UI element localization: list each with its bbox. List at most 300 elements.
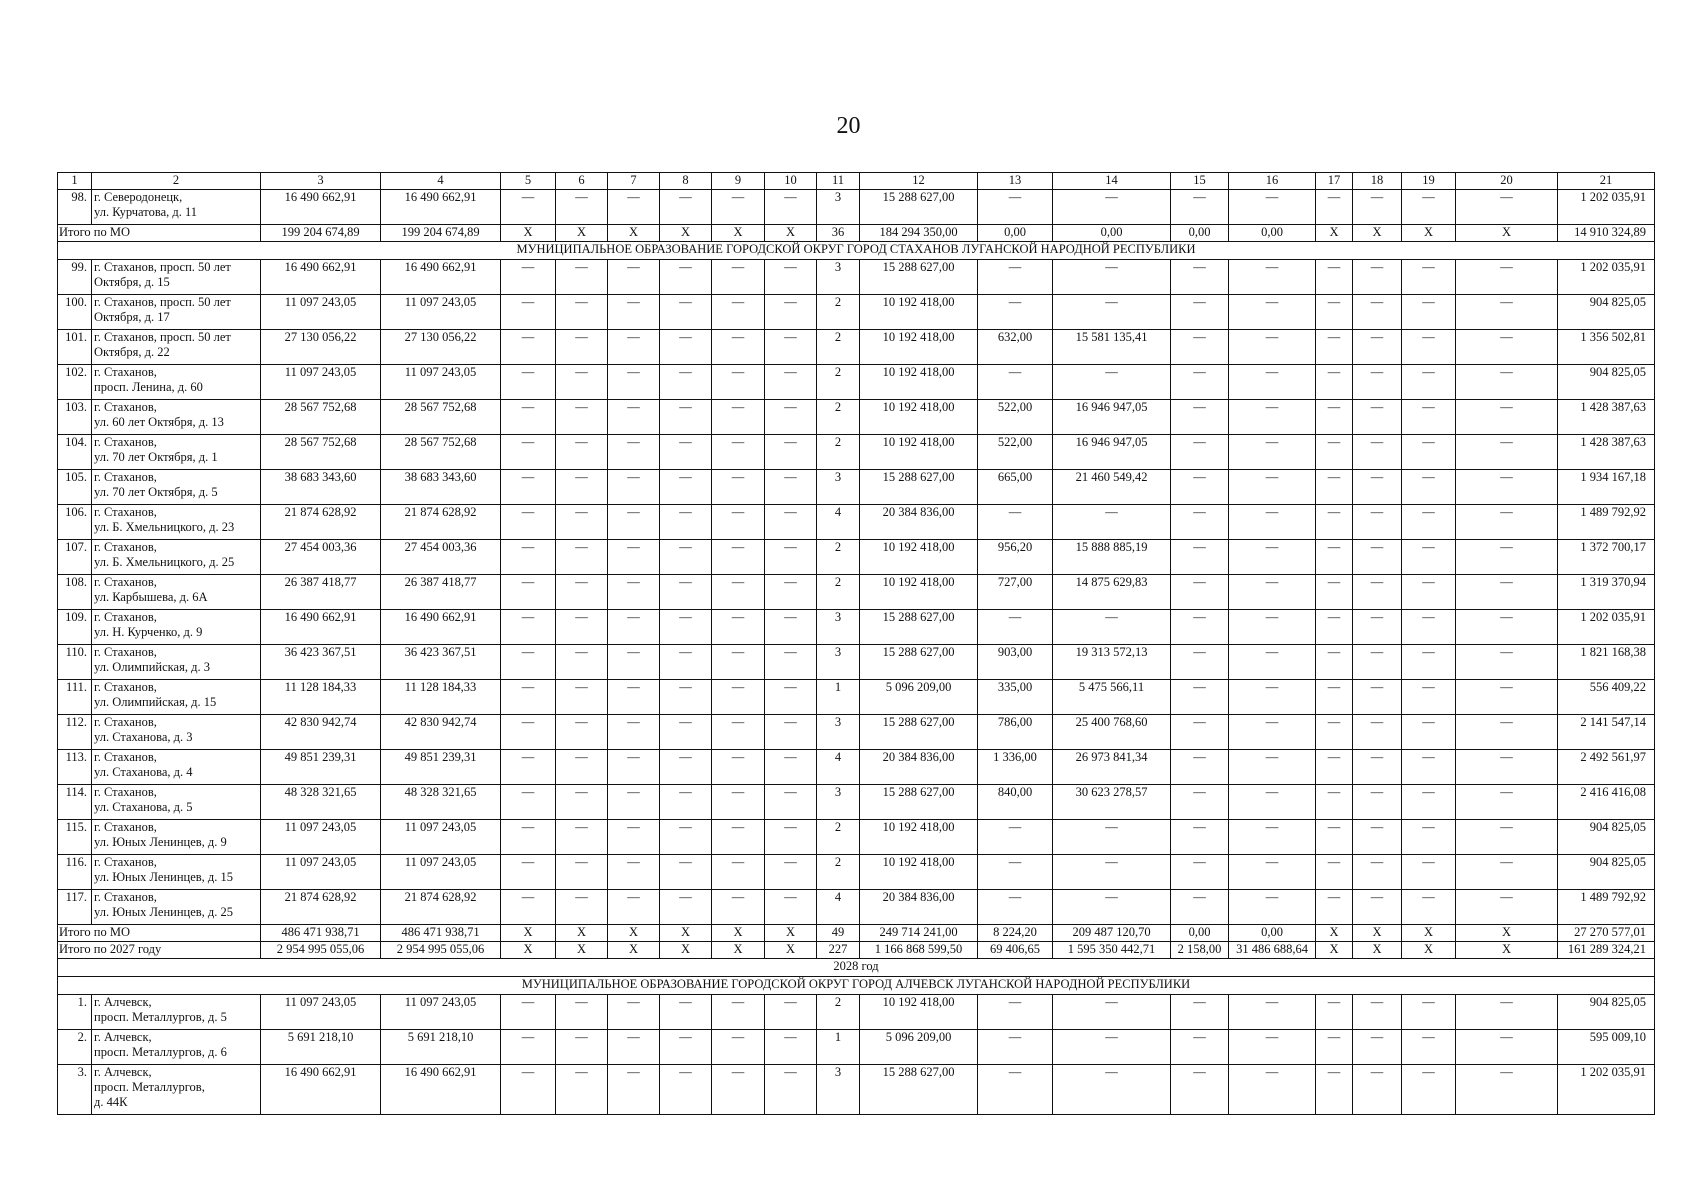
cell-col-11: 36: [817, 225, 860, 242]
cell-col-10: —: [765, 470, 817, 505]
cell-col-11: 3: [817, 715, 860, 750]
cell-col-18: —: [1353, 260, 1402, 295]
cell-col-19: —: [1402, 890, 1456, 925]
cell-col-19: —: [1402, 470, 1456, 505]
cell-col-20: —: [1456, 365, 1558, 400]
cell-col-9: —: [712, 995, 765, 1030]
cell-col-16: —: [1229, 365, 1316, 400]
cell-col-20: X: [1456, 925, 1558, 942]
cell-col-12: 10 192 418,00: [860, 330, 978, 365]
cell-col-14: —: [1053, 610, 1171, 645]
cell-col-17: —: [1316, 540, 1353, 575]
cell-col-7: —: [608, 295, 660, 330]
cell-col-17: —: [1316, 715, 1353, 750]
column-header-20: 20: [1456, 173, 1558, 190]
cell-col-5: —: [501, 435, 556, 470]
cell-col-4: 38 683 343,60: [381, 470, 501, 505]
cell-col-16: —: [1229, 680, 1316, 715]
cell-col-20: —: [1456, 295, 1558, 330]
address-cell: г. Стаханов, ул. Олимпийская, д. 15: [92, 680, 261, 715]
cell-col-18: —: [1353, 820, 1402, 855]
cell-col-7: X: [608, 942, 660, 959]
cell-col-19: —: [1402, 750, 1456, 785]
cell-col-21: 2 141 547,14: [1558, 715, 1655, 750]
cell-col-19: —: [1402, 610, 1456, 645]
cell-col-15: 0,00: [1171, 225, 1229, 242]
cell-col-21: 556 409,22: [1558, 680, 1655, 715]
cell-col-8: X: [660, 942, 712, 959]
cell-col-6: —: [556, 295, 608, 330]
cell-col-8: —: [660, 470, 712, 505]
cell-col-6: —: [556, 890, 608, 925]
column-header-15: 15: [1171, 173, 1229, 190]
cell-col-17: X: [1316, 942, 1353, 959]
cell-col-12: 15 288 627,00: [860, 470, 978, 505]
cell-col-7: —: [608, 330, 660, 365]
row-index: 103.: [58, 400, 92, 435]
cell-col-15: —: [1171, 820, 1229, 855]
cell-col-5: —: [501, 330, 556, 365]
cell-col-5: X: [501, 942, 556, 959]
table-header-row: [58, 173, 1655, 190]
cell-col-21: 1 202 035,91: [1558, 190, 1655, 225]
cell-col-12: 5 096 209,00: [860, 680, 978, 715]
cell-col-18: —: [1353, 470, 1402, 505]
cell-col-11: 2: [817, 295, 860, 330]
cell-col-14: 0,00: [1053, 225, 1171, 242]
cell-col-6: —: [556, 855, 608, 890]
cell-col-10: —: [765, 365, 817, 400]
row-index: 112.: [58, 715, 92, 750]
cell-col-15: —: [1171, 505, 1229, 540]
cell-col-21: 1 202 035,91: [1558, 1065, 1655, 1115]
cell-col-18: —: [1353, 435, 1402, 470]
cell-col-7: —: [608, 365, 660, 400]
table-row: [58, 470, 1655, 505]
cell-col-14: 25 400 768,60: [1053, 715, 1171, 750]
cell-col-17: X: [1316, 925, 1353, 942]
cell-col-18: X: [1353, 942, 1402, 959]
cell-col-7: —: [608, 855, 660, 890]
cell-col-7: —: [608, 890, 660, 925]
cell-col-20: —: [1456, 820, 1558, 855]
cell-col-17: —: [1316, 330, 1353, 365]
cell-col-18: —: [1353, 575, 1402, 610]
cell-col-9: —: [712, 505, 765, 540]
cell-col-20: X: [1456, 942, 1558, 959]
cell-col-3: 38 683 343,60: [261, 470, 381, 505]
column-header-9: 9: [712, 173, 765, 190]
cell-col-20: —: [1456, 400, 1558, 435]
cell-col-11: 4: [817, 890, 860, 925]
cell-col-7: —: [608, 820, 660, 855]
cell-col-15: —: [1171, 330, 1229, 365]
cell-col-16: —: [1229, 190, 1316, 225]
cell-col-3: 48 328 321,65: [261, 785, 381, 820]
cell-col-8: —: [660, 610, 712, 645]
cell-col-8: —: [660, 855, 712, 890]
section-heading-row: [58, 959, 1655, 977]
cell-col-18: —: [1353, 295, 1402, 330]
row-index: 102.: [58, 365, 92, 400]
cell-col-10: —: [765, 715, 817, 750]
row-index: 113.: [58, 750, 92, 785]
cell-col-10: —: [765, 855, 817, 890]
cell-col-6: X: [556, 942, 608, 959]
cell-col-16: —: [1229, 715, 1316, 750]
cell-col-8: —: [660, 400, 712, 435]
cell-col-20: —: [1456, 750, 1558, 785]
cell-col-13: 522,00: [978, 435, 1053, 470]
total-label: Итого по 2027 году: [58, 942, 261, 959]
row-index: 104.: [58, 435, 92, 470]
cell-col-5: —: [501, 645, 556, 680]
total-label: Итого по МО: [58, 225, 261, 242]
cell-col-20: —: [1456, 575, 1558, 610]
cell-col-9: —: [712, 1030, 765, 1065]
cell-col-15: —: [1171, 645, 1229, 680]
cell-col-13: 335,00: [978, 680, 1053, 715]
cell-col-14: 30 623 278,57: [1053, 785, 1171, 820]
cell-col-14: —: [1053, 260, 1171, 295]
cell-col-11: 1: [817, 680, 860, 715]
cell-col-12: 20 384 836,00: [860, 890, 978, 925]
cell-col-6: —: [556, 785, 608, 820]
cell-col-8: —: [660, 715, 712, 750]
column-header-16: 16: [1229, 173, 1316, 190]
cell-col-20: —: [1456, 610, 1558, 645]
cell-col-19: X: [1402, 225, 1456, 242]
cell-col-16: —: [1229, 820, 1316, 855]
table-row: [58, 715, 1655, 750]
cell-col-13: —: [978, 1065, 1053, 1115]
cell-col-16: —: [1229, 750, 1316, 785]
row-index: 98.: [58, 190, 92, 225]
row-index: 1.: [58, 995, 92, 1030]
cell-col-4: 48 328 321,65: [381, 785, 501, 820]
cell-col-14: —: [1053, 190, 1171, 225]
address-cell: г. Стаханов, ул. 60 лет Октября, д. 13: [92, 400, 261, 435]
column-header-6: 6: [556, 173, 608, 190]
table-row: [58, 190, 1655, 225]
cell-col-5: —: [501, 820, 556, 855]
row-index: 3.: [58, 1065, 92, 1115]
cell-col-8: —: [660, 365, 712, 400]
cell-col-5: —: [501, 715, 556, 750]
cell-col-16: —: [1229, 435, 1316, 470]
cell-col-16: —: [1229, 295, 1316, 330]
cell-col-10: —: [765, 435, 817, 470]
cell-col-10: —: [765, 645, 817, 680]
cell-col-13: 727,00: [978, 575, 1053, 610]
cell-col-3: 2 954 995 055,06: [261, 942, 381, 959]
cell-col-21: 1 428 387,63: [1558, 400, 1655, 435]
cell-col-12: 10 192 418,00: [860, 855, 978, 890]
cell-col-18: X: [1353, 225, 1402, 242]
cell-col-6: —: [556, 505, 608, 540]
cell-col-8: —: [660, 1030, 712, 1065]
cell-col-14: 21 460 549,42: [1053, 470, 1171, 505]
cell-col-15: 0,00: [1171, 925, 1229, 942]
cell-col-11: 2: [817, 820, 860, 855]
cell-col-6: —: [556, 995, 608, 1030]
cell-col-18: —: [1353, 1065, 1402, 1115]
table-row: [58, 505, 1655, 540]
cell-col-19: —: [1402, 435, 1456, 470]
cell-col-16: —: [1229, 890, 1316, 925]
table-row: [58, 295, 1655, 330]
cell-col-9: —: [712, 680, 765, 715]
cell-col-5: —: [501, 540, 556, 575]
cell-col-6: —: [556, 645, 608, 680]
cell-col-17: —: [1316, 890, 1353, 925]
cell-col-15: —: [1171, 785, 1229, 820]
cell-col-5: —: [501, 890, 556, 925]
cell-col-4: 11 128 184,33: [381, 680, 501, 715]
cell-col-6: —: [556, 1065, 608, 1115]
cell-col-18: —: [1353, 890, 1402, 925]
section-heading: МУНИЦИПАЛЬНОЕ ОБРАЗОВАНИЕ ГОРОДСКОЙ ОКРУГ ГОРОД СТАХАНОВ ЛУГАНСКОЙ НАРОДНОЙ РЕСПУБЛИКИ: [58, 242, 1655, 260]
cell-col-8: —: [660, 820, 712, 855]
cell-col-3: 21 874 628,92: [261, 890, 381, 925]
table-row: [58, 1030, 1655, 1065]
cell-col-7: —: [608, 190, 660, 225]
cell-col-8: —: [660, 995, 712, 1030]
cell-col-16: —: [1229, 575, 1316, 610]
cell-col-8: —: [660, 890, 712, 925]
cell-col-16: —: [1229, 785, 1316, 820]
cell-col-19: —: [1402, 1065, 1456, 1115]
cell-col-18: —: [1353, 1030, 1402, 1065]
cell-col-4: 28 567 752,68: [381, 400, 501, 435]
cell-col-18: —: [1353, 610, 1402, 645]
cell-col-12: 10 192 418,00: [860, 435, 978, 470]
cell-col-14: 16 946 947,05: [1053, 400, 1171, 435]
cell-col-8: —: [660, 540, 712, 575]
cell-col-20: —: [1456, 470, 1558, 505]
cell-col-21: 161 289 324,21: [1558, 942, 1655, 959]
cell-col-18: —: [1353, 715, 1402, 750]
cell-col-7: —: [608, 540, 660, 575]
cell-col-21: 1 489 792,92: [1558, 505, 1655, 540]
cell-col-14: 26 973 841,34: [1053, 750, 1171, 785]
cell-col-21: 14 910 324,89: [1558, 225, 1655, 242]
cell-col-13: —: [978, 295, 1053, 330]
cell-col-15: —: [1171, 715, 1229, 750]
row-index: 115.: [58, 820, 92, 855]
cell-col-4: 42 830 942,74: [381, 715, 501, 750]
cell-col-19: —: [1402, 995, 1456, 1030]
cell-col-18: —: [1353, 365, 1402, 400]
cell-col-18: —: [1353, 540, 1402, 575]
address-cell: г. Северодонецк, ул. Курчатова, д. 11: [92, 190, 261, 225]
cell-col-11: 3: [817, 190, 860, 225]
cell-col-15: —: [1171, 610, 1229, 645]
cell-col-9: —: [712, 855, 765, 890]
column-header-1: 1: [58, 173, 92, 190]
cell-col-7: —: [608, 260, 660, 295]
cell-col-21: 27 270 577,01: [1558, 925, 1655, 942]
cell-col-21: 1 356 502,81: [1558, 330, 1655, 365]
cell-col-10: —: [765, 295, 817, 330]
cell-col-4: 27 130 056,22: [381, 330, 501, 365]
table-row: [58, 1065, 1655, 1115]
cell-col-10: X: [765, 942, 817, 959]
cell-col-11: 3: [817, 260, 860, 295]
cell-col-21: 1 372 700,17: [1558, 540, 1655, 575]
cell-col-11: 49: [817, 925, 860, 942]
cell-col-15: —: [1171, 1030, 1229, 1065]
cell-col-4: 11 097 243,05: [381, 295, 501, 330]
cell-col-19: —: [1402, 820, 1456, 855]
address-cell: г. Стаханов, ул. Олимпийская, д. 3: [92, 645, 261, 680]
cell-col-4: 21 874 628,92: [381, 890, 501, 925]
cell-col-17: —: [1316, 575, 1353, 610]
cell-col-14: —: [1053, 820, 1171, 855]
cell-col-21: 1 934 167,18: [1558, 470, 1655, 505]
cell-col-11: 3: [817, 610, 860, 645]
cell-col-12: 10 192 418,00: [860, 820, 978, 855]
table-row: [58, 855, 1655, 890]
cell-col-11: 2: [817, 540, 860, 575]
cell-col-10: —: [765, 190, 817, 225]
cell-col-3: 49 851 239,31: [261, 750, 381, 785]
cell-col-20: —: [1456, 715, 1558, 750]
total-row: [58, 225, 1655, 242]
cell-col-9: —: [712, 1065, 765, 1115]
table-row: [58, 365, 1655, 400]
cell-col-14: —: [1053, 995, 1171, 1030]
cell-col-14: 15 581 135,41: [1053, 330, 1171, 365]
cell-col-13: —: [978, 820, 1053, 855]
cell-col-12: 15 288 627,00: [860, 715, 978, 750]
cell-col-9: X: [712, 925, 765, 942]
cell-col-7: —: [608, 470, 660, 505]
address-cell: г. Стаханов, просп. 50 лет Октября, д. 15: [92, 260, 261, 295]
cell-col-15: —: [1171, 575, 1229, 610]
cell-col-7: —: [608, 680, 660, 715]
table-row: [58, 680, 1655, 715]
cell-col-20: X: [1456, 225, 1558, 242]
cell-col-19: —: [1402, 190, 1456, 225]
cell-col-20: —: [1456, 435, 1558, 470]
cell-col-13: 69 406,65: [978, 942, 1053, 959]
cell-col-17: X: [1316, 225, 1353, 242]
cell-col-9: —: [712, 645, 765, 680]
cell-col-11: 1: [817, 1030, 860, 1065]
address-cell: г. Стаханов, ул. Б. Хмельницкого, д. 25: [92, 540, 261, 575]
cell-col-19: —: [1402, 505, 1456, 540]
cell-col-8: —: [660, 785, 712, 820]
cell-col-17: —: [1316, 820, 1353, 855]
cell-col-9: —: [712, 715, 765, 750]
cell-col-20: —: [1456, 645, 1558, 680]
table-row: [58, 330, 1655, 365]
cell-col-15: —: [1171, 750, 1229, 785]
cell-col-5: —: [501, 1030, 556, 1065]
cell-col-13: 665,00: [978, 470, 1053, 505]
cell-col-12: 184 294 350,00: [860, 225, 978, 242]
address-cell: г. Стаханов, ул. Б. Хмельницкого, д. 23: [92, 505, 261, 540]
cell-col-19: —: [1402, 295, 1456, 330]
cell-col-17: —: [1316, 505, 1353, 540]
cell-col-21: 2 416 416,08: [1558, 785, 1655, 820]
cell-col-10: —: [765, 610, 817, 645]
cell-col-17: —: [1316, 295, 1353, 330]
cell-col-7: X: [608, 225, 660, 242]
cell-col-13: —: [978, 610, 1053, 645]
cell-col-18: —: [1353, 190, 1402, 225]
cell-col-5: —: [501, 610, 556, 645]
section-heading: 2028 год: [58, 959, 1655, 977]
cell-col-18: —: [1353, 750, 1402, 785]
row-index: 106.: [58, 505, 92, 540]
cell-col-12: 15 288 627,00: [860, 190, 978, 225]
cell-col-5: —: [501, 1065, 556, 1115]
cell-col-18: —: [1353, 645, 1402, 680]
row-index: 116.: [58, 855, 92, 890]
row-index: 110.: [58, 645, 92, 680]
cell-col-18: X: [1353, 925, 1402, 942]
cell-col-7: X: [608, 925, 660, 942]
cell-col-3: 11 097 243,05: [261, 820, 381, 855]
cell-col-3: 42 830 942,74: [261, 715, 381, 750]
cell-col-16: —: [1229, 540, 1316, 575]
cell-col-9: —: [712, 575, 765, 610]
table-row: [58, 785, 1655, 820]
cell-col-12: 249 714 241,00: [860, 925, 978, 942]
cell-col-10: X: [765, 925, 817, 942]
cell-col-6: X: [556, 225, 608, 242]
cell-col-16: —: [1229, 330, 1316, 365]
cell-col-17: —: [1316, 365, 1353, 400]
cell-col-15: —: [1171, 1065, 1229, 1115]
cell-col-21: 1 319 370,94: [1558, 575, 1655, 610]
address-cell: г. Стаханов, просп. Ленина, д. 60: [92, 365, 261, 400]
cell-col-5: —: [501, 365, 556, 400]
cell-col-14: —: [1053, 1065, 1171, 1115]
address-cell: г. Стаханов, ул. Карбышева, д. 6А: [92, 575, 261, 610]
cell-col-16: —: [1229, 610, 1316, 645]
cell-col-19: —: [1402, 715, 1456, 750]
cell-col-10: —: [765, 505, 817, 540]
cell-col-8: —: [660, 575, 712, 610]
cell-col-11: 2: [817, 995, 860, 1030]
cell-col-17: —: [1316, 470, 1353, 505]
cell-col-8: —: [660, 330, 712, 365]
cell-col-13: —: [978, 1030, 1053, 1065]
cell-col-16: —: [1229, 505, 1316, 540]
cell-col-15: —: [1171, 680, 1229, 715]
cell-col-20: —: [1456, 330, 1558, 365]
cell-col-3: 27 130 056,22: [261, 330, 381, 365]
cell-col-3: 21 874 628,92: [261, 505, 381, 540]
cell-col-19: —: [1402, 540, 1456, 575]
cell-col-10: —: [765, 540, 817, 575]
cell-col-15: —: [1171, 995, 1229, 1030]
cell-col-20: —: [1456, 260, 1558, 295]
cell-col-11: 2: [817, 855, 860, 890]
cell-col-4: 27 454 003,36: [381, 540, 501, 575]
cell-col-9: —: [712, 400, 765, 435]
cell-col-21: 1 428 387,63: [1558, 435, 1655, 470]
column-header-14: 14: [1053, 173, 1171, 190]
cell-col-3: 11 128 184,33: [261, 680, 381, 715]
cell-col-8: —: [660, 645, 712, 680]
cell-col-12: 10 192 418,00: [860, 995, 978, 1030]
cell-col-4: 11 097 243,05: [381, 365, 501, 400]
cell-col-4: 26 387 418,77: [381, 575, 501, 610]
